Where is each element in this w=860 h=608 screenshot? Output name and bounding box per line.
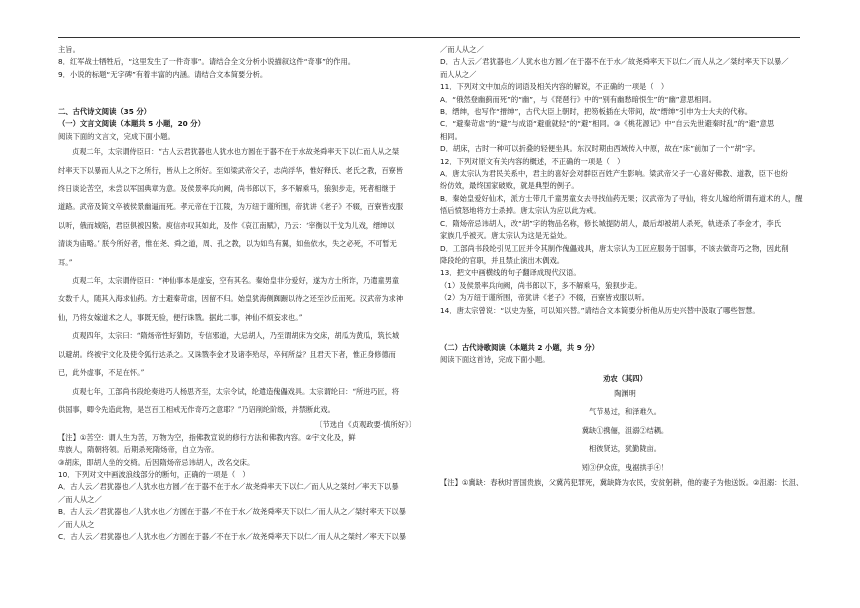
passage-line: 清谈为庙略。’ 朕今所好者，惟在尧、舜之道，周、孔之教，以为如鸟有翼，如鱼依水，失之必死，不可暂无 [58, 239, 397, 249]
question-10: 10．下列对文中画波浪线部分的断句，正确的一项是（ ） [58, 469, 250, 479]
passage-line: 贞观四年，太宗曰：“隋炀帝性好猜防，专信邪道，大忌胡人，乃至谓胡床为交床，胡瓜为黄瓜，筑长城 [72, 331, 400, 341]
option-b: B．秦始皇爱好仙术，派方士带几千童男童女去寻找仙药无果；汉武帝为了寻仙，将女儿嫁给所谓有道术的人，醒 [440, 193, 803, 203]
passage-line: 终日谈论苦空，未尝以军国典章为意。及侯景率兵向阙，尚书郎以下，多不解乘马，狼狈步走，死者相继于 [58, 184, 396, 194]
passage-line: 以避胡。终被宇文化及使令狐行达杀之。又诛戮李金才及诸李殆尽，卒何所益？且君天下者，惟正身修德而 [58, 349, 396, 359]
poem-title: 劝农（其四） [603, 373, 647, 383]
question-14: 14．唐太宗曾说：“以史为鉴，可以知兴替。”请结合文本简要分析他从历史兴替中汲取了哪些智慧。 [440, 305, 760, 315]
option-a-cont: 纷仿效，最终国家破败，就是典型的例子。 [440, 181, 579, 191]
option-c-cont: 家族几乎被灭。唐太宗认为这是无益处。 [440, 231, 572, 241]
passage-line: 贞观二年，太宗谓侍臣曰：“神仙事本是虚妄，空有其名。秦始皇非分爱好，遂为方士所诈，乃遣童男童 [72, 276, 400, 286]
poem-author: 陶渊明 [614, 388, 636, 398]
option-b-cont: 悟后愤怒地将方士杀掉。唐太宗认为应以此为戒。 [440, 206, 601, 216]
question-9: 9．小说的标题“无字碑”有着丰富的内涵。请结合文本简要分析。 [58, 69, 268, 79]
poem-line: 冀缺①携俪，沮溺②结耦。 [581, 425, 669, 435]
header-rule [58, 37, 800, 38]
poem-line: 矧③伊众庶，曳裾拱手④！ [581, 462, 669, 472]
option-b: B．缙绅，也写作“搢绅”，古代大臣上朝时，把笏板插在大带间，故“缙绅”引申为士大夫的代称。 [440, 107, 752, 117]
left-column [58, 44, 430, 543]
annotation: 卑族人，隋朝将领。后期杀死隋炀帝，自立为帝。 [58, 445, 219, 455]
option-a: A．“俄然登幽蓟而死”的“幽”，与《琵琶行》中的“别有幽愁暗恨生”的“幽”意思相同。 [440, 94, 717, 104]
text-line: 主旨。 [58, 45, 80, 54]
question-13: 13．把文中画横线的句子翻译成现代汉语。 [440, 268, 581, 278]
right-column [440, 44, 810, 489]
annotation: 【注】①苦空：谓人生为苦，万物为空，指佛教宣说的修行方法和佛教内容。②宇文化及，鲜 [58, 432, 356, 442]
question-8: 8．红军战士牺牲后，“这里发生了一件奇事”。请结合全文分析小说描叙这件“奇事”的作用。 [58, 57, 356, 67]
option-b-cont: ／而人从之 [58, 519, 95, 529]
poem-line: 相彼贤达，犹勤陇亩。 [589, 444, 661, 454]
subsection-heading: （二）古代诗歌阅读（本题共 2 小题，共 9 分） [440, 342, 599, 352]
question-11: 11．下列对文中加点的词语及相关内容的解说，不正确的一项是（ ） [440, 82, 669, 92]
question-13-part-2: （2）为万纽于谨所围，帝犹讲《老子》不辍，百寮皆戎服以听。 [440, 293, 649, 303]
passage-line: 贞观七年，工部尚书段纶奏进巧人杨思齐至，太宗令试，纶遣造傀儡戏具。太宗谓纶曰：“所进巧匠，将 [72, 386, 400, 396]
option-b: B．古人云／君犹器也／人犹水也／方圆在于器／不在于水／故尧舜率天下以仁／而人从之／桀纣率天下以暴 [58, 507, 406, 517]
option-a: A．古人云／君犹器也／人犹水也方圆／在于器不在于水／故尧舜率天下以仁／而人从之桀纣／率天下以暴 [58, 482, 399, 492]
passage-line: 已，此外虚事，不足在怀。” [58, 368, 145, 378]
option-c: C．古人云／君犹器也／人犹水也／方圆在于器／不在于水／故尧舜率天下以仁／而人从之桀纣／率天下以暴 [58, 531, 407, 541]
section-heading: 二、古代诗文阅读（35 分） [58, 107, 151, 116]
poem-annotation: 【注】①冀缺：春秋时晋国贵族，父冀芮犯罪死，冀缺降为农民，安贫躬耕，他的妻子为他送饭。②沮溺：长沮、 [440, 477, 804, 487]
option-d-cont: 降段纶的官职，并且禁止演出木偶戏。 [440, 255, 565, 265]
question-12: 12．下列对原文有关内容的概述，不正确的一项是（ ） [440, 156, 625, 166]
option-d: D．工部尚书段纶引见工匠并令其制作傀儡戏具，唐太宗认为工匠应服务于国事，不该去做奇巧之物，因此削 [440, 243, 789, 253]
passage-line: 耳。” [58, 257, 73, 267]
classical-passage [58, 143, 430, 419]
option-c: C．“避秦苛虐”的“避”与成语“避重就轻”的“避”相同。③《桃花源记》中“自云先世避秦时乱”的“避”意思 [440, 119, 775, 129]
option-c-cont: ／而人从之／ [440, 45, 484, 54]
option-c: C．隋炀帝忌讳胡人，改“胡”字的物品名称，修长城提防胡人，最后却被胡人杀死，轨迹杀了李金才，李氏 [440, 218, 782, 228]
passage-line: 以听，俄而城陷，君臣俱被囚絷。庾信亦叹其如此，及作《哀江南赋》，乃云：‘宰衡以干戈为儿戏，缙绅以 [58, 220, 395, 230]
poem [440, 373, 810, 477]
poem-line: 气节易过，和泽难久。 [589, 407, 661, 417]
question-13-part-1: （1）及侯景率兵向阙，尚书郎以下，多不解乘马，狼狈步走。 [440, 280, 642, 290]
option-a-cont: ／而人从之／ [58, 494, 102, 504]
annotation: ③胡床，即胡人坐的交椅。后因隋炀帝忌讳胡人，改名交床。 [58, 457, 255, 467]
option-d: D．古人云／君犹器也／人犹水也方圆／在于器不在于水／故尧舜率天下以仁／而人从之／桀纣率天下以暴／ [440, 57, 789, 67]
passage-line: 供国事，卿令先造此物，是岂百工相戒无作奇巧之意耶？”乃诏削纶阶级，并禁断此戏。 [58, 404, 335, 414]
option-d-cont: 而人从之／ [440, 69, 477, 79]
passage-line: 纣率天下以暴而人从之下之所行，皆从上之所好。至如梁武帝父子，志尚浮华，惟好释氏、老氏之教，百寮皆 [58, 165, 404, 175]
passage-line: 仙，乃将女嫁道术之人，事既无验，便行诛戮。据此二事，神仙不烦妄求也。” [58, 312, 303, 322]
passage-line: 贞观二年，太宗谓侍臣曰：“古人云君犹器也人犹水也方圆在于器不在于水故尧舜率天下以仁而人从之桀 [72, 147, 400, 157]
passage-line: 道路。武帝及简文卒被侯景幽逼而死。孝元帝在于江陵，为万纽于谨所围，帝犹讲《老子》不辍，百寮皆戎服 [58, 202, 404, 212]
instruction: 阅读下面这首诗，完成下面小题。 [440, 355, 550, 365]
option-c-cont: 相同。 [440, 131, 462, 141]
passage-line: 女数千人，随其入海求仙药。方士避秦苛虐，因留不归。始皇犹海侧踟蹰以待之还至沙丘而死。汉武帝为求神 [58, 294, 404, 304]
option-d: D．胡床，古时一种可以折叠的轻便坐具。东汉时期由西域传入中原，故在“床”前加了一个“胡”字。 [440, 144, 760, 154]
passage-source: 〔节选自《贞观政要·慎所好》〕 [315, 420, 416, 430]
option-a: A．唐太宗认为君民关系中，君主的喜好会对群臣百姓产生影响。梁武帝父子一心喜好佛教、道教，臣下也纷 [440, 169, 788, 179]
subsection-heading: （一）文言文阅读（本题共 5 小题，20 分） [58, 119, 205, 129]
instruction: 阅读下面的文言文，完成下面小题。 [58, 131, 175, 141]
